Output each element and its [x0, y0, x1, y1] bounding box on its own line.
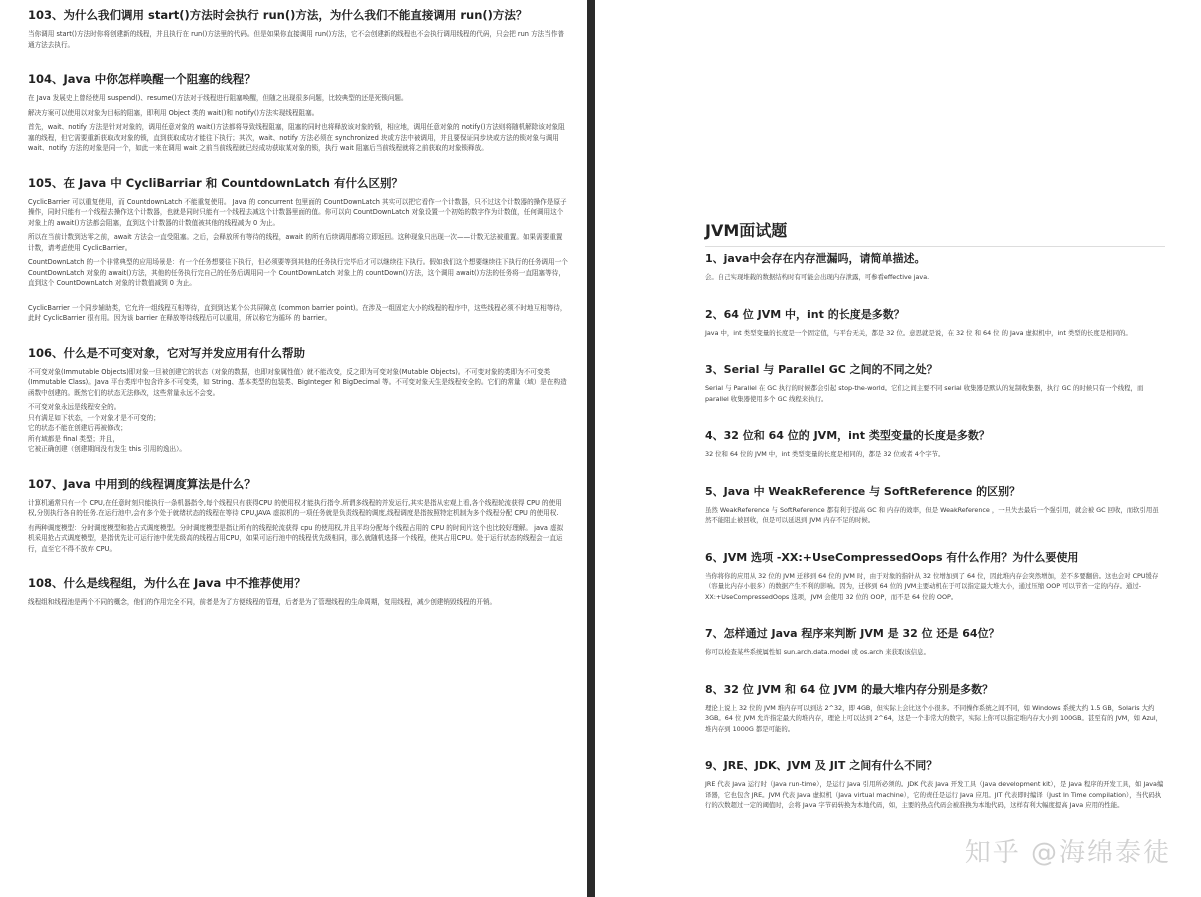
qa-section	[705, 307, 1165, 339]
answer-line: 它被正确创建（创建期间没有发生 this 引用的逸出）。	[28, 445, 186, 453]
question-heading: 9、JRE、JDK、JVM 及 JIT 之间有什么不同？	[705, 759, 938, 772]
qa-section	[705, 758, 1165, 811]
question-heading: 8、32 位 JVM 和 64 位 JVM 的最大堆内存分别是多数？	[705, 682, 994, 696]
answer-paragraph: 虽然 WeakReference 与 SoftReference 都有利于提高 GC 和 内存的效率，但是 WeakReference ，一旦失去最后一个强引用，就会被 GC 回收，而软引用虽然不能阻止被回收，但是可以延迟到 JVM 内存不足的时候。	[705, 505, 1159, 524]
question-heading: 2、64 位 JVM 中，int 的长度是多数？	[705, 307, 905, 321]
answer-paragraph: 线程组和线程池是两个不同的概念，他们的作用完全不同，前者是为了方便线程的管理，后者是为了管理线程的生命周期，复用线程，减少创建销毁线程的开销。	[28, 598, 497, 606]
qa-section	[28, 576, 569, 608]
qa-section	[28, 176, 569, 324]
answer-paragraph: 当你将你的应用从 32 位的 JVM 迁移到 64 位的 JVM 时，由于对象的指针从 32 位增加到了 64 位，因此堆内存会突然增加，差不多要翻倍。这也会对 CPU缓存（容量比内存小很多）的数据产生不利的影响。因为，迁移到 64 位的 JVM主要动机在于可以指定最大堆大小，通过压缩 OOP 可以节省一定的内存。通过-XX:+UseCompressedOops 选项，JVM 会使用 32 位的 OOP，而不是 64 位的 OOP。	[705, 571, 1159, 601]
qa-section	[705, 550, 1165, 603]
question-heading: 108、什么是线程组，为什么在 Java 中不推荐使用？	[28, 576, 306, 590]
qa-section	[705, 251, 1165, 283]
watermark: 知乎 @海绵泰徒	[964, 838, 1171, 868]
answer-paragraph: Java 中，int 类型变量的长度是一个固定值，与平台无关，都是 32 位。意思就是说，在 32 位 和 64 位 的 Java 虚拟机中，int 类型的长度是相同的。	[705, 328, 1132, 337]
question-heading: 104、Java 中你怎样唤醒一个阻塞的线程？	[28, 72, 256, 86]
question-heading: 107、Java 中用到的线程调度算法是什么？	[28, 476, 256, 491]
question-heading: 106、什么是不可变对象，它对写并发应用有什么帮助	[28, 345, 306, 360]
paragraph-gap	[28, 293, 569, 303]
answer-paragraph: 不可变对象(Immutable Objects)即对象一旦被创建它的状态（对象的数据，也即对象属性值）就不能改变，反之即为可变对象(Mutable Objects)。不可变对象的类即为不可变类(Immutable Class)。Java 平台类库中包含许多不可变类，如 String、基本类型的包装类、BigInteger 和 BigDecimal 等。不可变对象天生是线程安全的。它们的常量（域）是在构造函数中创建的。既然它们的状态无法修改，这些常量永远不会变。	[28, 367, 567, 397]
answer-paragraph: 有两种调度模型：分时调度模型和抢占式调度模型。分时调度模型是指让所有的线程轮流获得 cpu 的使用权,并且平均分配每个线程占用的 CPU 的时间片这个也比较好理解。 java 虚拟机采用抢占式调度模型，是指优先让可运行池中优先级高的线程占用CPU，如果可运行池中的线程优先级相同，那么就随机选择一个线程，使其占用CPU。处于运行状态的线程会一直运行，直至它不得不放弃 CPU。	[28, 523, 564, 553]
qa-section	[705, 682, 1165, 735]
document-title: JVM面试题	[705, 220, 1165, 247]
question-heading: 6、JVM 选项 -XX:+UseCompressedOops 有什么作用？为什么要使用	[705, 550, 1079, 564]
answer-line: 所有域都是 final 类型；并且，	[28, 434, 119, 443]
answer-paragraph: 计算机通常只有一个 CPU,在任意时刻只能执行一条机器指令,每个线程只有获得CPU 的使用权才能执行指令.所谓多线程的并发运行,其实是指从宏观上看,各个线程轮流获得 CPU 的使用权,分别执行各自的任务.在运行池中,会有多个处于就绪状态的线程在等待 CPU,JAVA 虚拟机的一项任务就是负责线程的调度,线程调度是指按照特定机制为多个线程分配 CPU 的使用权.	[28, 498, 562, 517]
answer-line-list	[28, 402, 569, 455]
answer-paragraph: Serial 与 Parallel 在 GC 执行的时候都会引起 stop-the-world。它们之间主要不同 serial 收集器是默认的复制收集器，执行 GC 的时候只有一个线程，而parallel 收集器使用多个 GC 线程来执行。	[705, 384, 1144, 403]
answer-paragraph: 解决方案可以使用以对象为目标的阻塞，即利用 Object 类的 wait()和 notify()方法实现线程阻塞。	[28, 108, 319, 117]
qa-section	[705, 484, 1165, 526]
qa-section	[28, 72, 569, 154]
question-heading: 103、为什么我们调用 start()方法时会执行 run()方法，为什么我们不能直接调用 run()方法？	[28, 8, 528, 22]
answer-paragraph: 首先，wait、notify 方法是针对对象的，调用任意对象的 wait()方法都将导致线程阻塞，阻塞的同时也将释放该对象的锁，相应地，调用任意对象的 notify()方法则将随机解除该对象阻塞的线程，但它需要重新获取改对象的锁，直到获取成功才能往下执行；其次，wait、notify 方法必须在 synchronized 块或方法中被调用，并且要保证同步块或方法的锁对象与调用 wait、notify 方法的对象是同一个，如此一来在调用 wait 之前当前线程就已经成功获取某对象的锁，执行 wait 阻塞后当前线程就将之前获取的对象锁释放。	[28, 123, 565, 152]
page-divider	[587, 0, 595, 897]
right-document-page	[595, 0, 1201, 897]
qa-section	[28, 346, 569, 455]
answer-line: 只有满足如下状态，一个对象才是不可变的；	[28, 413, 160, 422]
answer-paragraph: 所以在当前计数到达零之前，await 方法会一直受阻塞。之后，会释放所有等待的线程，await 的所有后续调用都将立即返回。这种现象只出现一次——计数无法被重置。如果需要重置计数，请考虑使用 CyclicBarrier。	[28, 233, 563, 252]
left-section-list	[28, 8, 569, 608]
question-heading: 4、32 位和 64 位的 JVM，int 类型变量的长度是多数？	[705, 429, 990, 442]
question-heading: 1、java中会存在内存泄漏吗，请简单描述。	[705, 252, 926, 265]
answer-paragraph: 理论上说上 32 位的 JVM 堆内存可以到达 2^32，即 4GB，但实际上会比这个小很多。不同操作系统之间不同，如 Windows 系统大约 1.5 GB，Solaris 大约3GB。64 位 JVM 允许指定最大的堆内存，理论上可以达到 2^64，这是一个非常大的数字，实际上你可以指定堆内存大小到 100GB。甚至有的 JVM，如 Azul，堆内存到 1000G 都是可能的。	[705, 703, 1163, 733]
answer-paragraph: 你可以检查某些系统属性如 sun.arch.data.model 或 os.arch 来获取该信息。	[705, 648, 930, 656]
qa-section	[705, 428, 1165, 460]
left-document-page	[0, 0, 589, 897]
qa-section	[705, 362, 1165, 404]
question-heading: 5、Java 中 WeakReference 与 SoftReference 的区别？	[705, 484, 1021, 498]
answer-paragraph: CyclicBarrier 可以重复使用，而 CountdownLatch 不能重复使用。 Java 的 concurrent 包里面的 CountDownLatch 其实可以把它看作一个计数器，只不过这个计数器的操作是原子操作，同时只能有一个线程去操作这个计数器，也就是同时只能有一个线程去减这个计数器里面的值。你可以向 CountDownLatch 对象设置一个初始的数字作为计数值，任何调用这个对象上的 await()方法都会阻塞，直到这个计数器的计数值被其他的线程减为 0 为止。	[28, 197, 567, 227]
answer-paragraph: CyclicBarrier 一个同步辅助类，它允许一组线程互相等待，直到到达某个公共屏障点 (common barrier point)。在涉及一组固定大小的线程的程序中，这些线程必须不时地互相等待，此时 CyclicBarrier 很有用。因为该 barrier 在释放等待线程后可以重用，所以称它为循环 的 barrier。	[28, 303, 567, 322]
qa-section	[28, 477, 569, 555]
question-heading: 7、怎样通过 Java 程序来判断 JVM 是 32 位 还是 64位？	[705, 627, 1000, 640]
answer-paragraph: JRE 代表 Java 运行时（Java run-time），是运行 Java 引用所必须的。JDK 代表 Java 开发工具（Java development kit），是 Java 程序的开发工具，如 Java编译器，它也包含 JRE。JVM 代表 Java 虚拟机（Java virtual machine），它的责任是运行 Java 应用。JIT 代表即时编译（Just In Time compilation），当代码执行的次数超过一定的阈值时，会将 Java 字节码转换为本地代码，如，主要的热点代码会被准换为本地代码，这样有利大幅度提高 Java 应用的性能。	[705, 780, 1164, 809]
answer-paragraph: CountDownLatch 的一个非常典型的应用场景是：有一个任务想要往下执行，但必须要等到其他的任务执行完毕后才可以继续往下执行。假如我们这个想要继续往下执行的任务调用一个 CountDownLatch 对象的 await()方法，其他的任务执行完自己的任务后调用同一个 CountDownLatch 对象上的 countDown()方法，这个调用 await()方法的任务将一直阻塞等待，直到这个 CountDownLatch 对象的计数值减到 0 为止。	[28, 258, 568, 287]
answer-paragraph: 当你调用 start()方法时你将创建新的线程，并且执行在 run()方法里的代码。但是如果你直接调用 run()方法，它不会创建新的线程也不会执行调用线程的代码，只会把 run 方法当作普通方法去执行。	[28, 30, 565, 49]
answer-line: 它的状态不能在创建后再被修改；	[28, 424, 127, 432]
question-heading: 3、Serial 与 Parallel GC 之间的不同之处？	[705, 363, 938, 376]
answer-line: 不可变对象永远是线程安全的。	[28, 403, 121, 411]
qa-section	[705, 626, 1165, 658]
qa-section	[28, 8, 569, 50]
answer-paragraph: 会。自己实现堆载的数据结构时有可能会出现内存泄露，可参看effective java.	[705, 273, 930, 281]
answer-paragraph: 在 Java 发展史上曾经使用 suspend()、resume()方法对于线程进行阻塞唤醒，但随之出现很多问题，比较典型的还是死锁问题。	[28, 94, 408, 102]
answer-paragraph: 32 位和 64 位的 JVM 中，int 类型变量的长度是相同的，都是 32 位或者 4个字节。	[705, 450, 945, 458]
question-heading: 105、在 Java 中 CycliBarriar 和 CountdownLatch 有什么区别？	[28, 175, 403, 190]
right-section-list	[705, 251, 1165, 811]
